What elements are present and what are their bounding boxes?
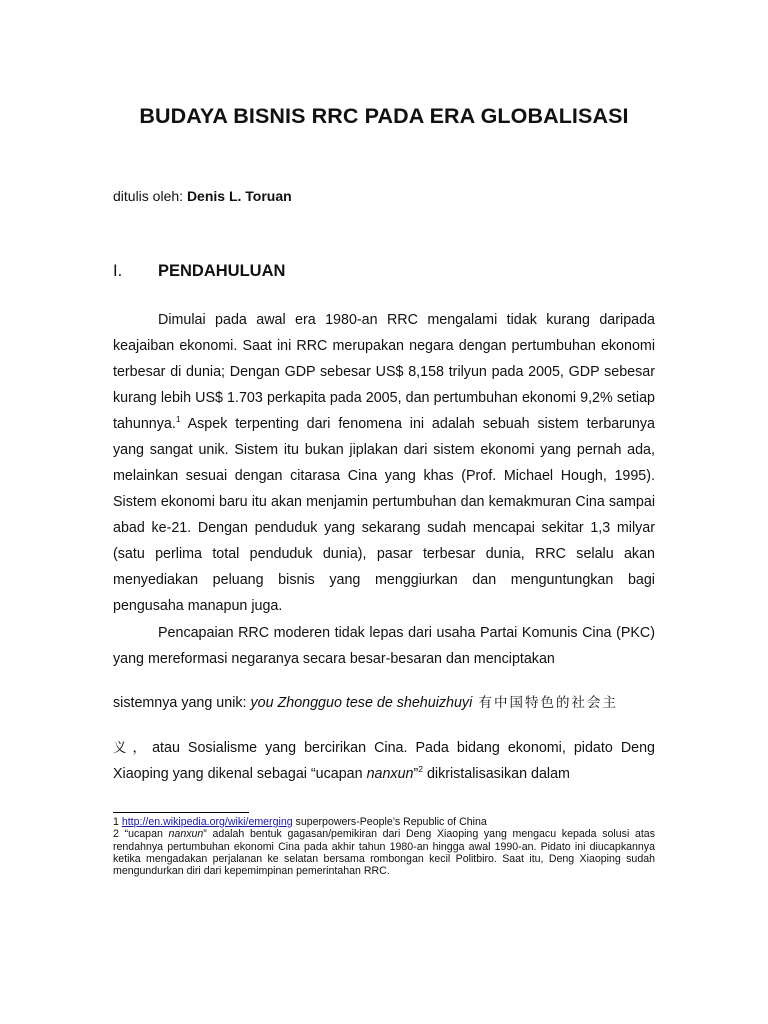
- p2-line: atau Sosialisme yang bercirikan Cina. Pada bidang ekonomi, pidato Deng: [152, 740, 655, 756]
- footnote-1-text: superpowers-People’s Republic of China: [292, 816, 487, 828]
- p1-line: Dimulai pada awal era 1980-an RRC mengalami tidak kurang daripada: [158, 312, 655, 328]
- byline: [113, 188, 292, 204]
- p2-line: Pencapaian RRC moderen tidak lepas dari usaha Partai Komunis Cina: [158, 625, 612, 641]
- footnote-1-link[interactable]: http://en.wikipedia.org/wiki/emerging: [121, 816, 293, 828]
- footnote-1-number: 1: [113, 816, 122, 828]
- footnote-ref-2[interactable]: 2: [418, 764, 423, 775]
- nanxun-term: nanxun: [366, 766, 414, 782]
- paragraph-2: [113, 620, 655, 672]
- byline-label: ditulis oleh:: [113, 188, 184, 204]
- p2-line: dikristalisasikan dalam: [422, 766, 570, 782]
- paragraph-1-text: [113, 307, 655, 619]
- paragraph-2-tail: [113, 735, 655, 787]
- footnote-separator: [113, 812, 249, 813]
- paragraph-2-continued: [113, 690, 655, 716]
- p2-quote: ”: [413, 766, 419, 782]
- p1-line: ekonomi 9,2% setiap tahunnya.: [113, 390, 655, 432]
- footnotes: [113, 816, 655, 877]
- author-name: Denis L. Toruan: [186, 188, 292, 204]
- paragraph-1: [113, 307, 655, 619]
- p1-line: sistem ekonomi yang pernah ada, melainkan sesuai dengan citarasa Cina yang: [113, 442, 655, 484]
- p1-line: menggiurkan dan menguntungkan bagi pengusaha manapun juga.: [113, 572, 655, 614]
- p1-line: GDP sebesar kurang lebih US$ 1.703 perkapita pada 2005, dan pertumbuhan: [113, 364, 655, 406]
- p2-line: (PKC) yang mereformasi negaranya secara besar-besaran dan menciptakan: [113, 625, 655, 667]
- footnote-2-number: 2 “ucapan: [113, 828, 169, 841]
- p2-line: Xiaoping yang dikenal sebagai “ucapan: [113, 766, 367, 782]
- section-number: I.: [113, 262, 123, 280]
- p1-line: sebuah sistem terbarunya yang sangat unik. Sistem itu bukan jiplakan dari: [113, 416, 655, 458]
- paragraph-2-line3: [113, 690, 655, 716]
- paragraph-2-text: [113, 620, 655, 672]
- document-title: BUDAYA BISNIS RRC PADA ERA GLOBALISASI: [139, 104, 629, 128]
- p1-line: dunia), pasar terbesar dunia, RRC selalu akan menyediakan peluang bisnis yang: [113, 546, 655, 588]
- p1-line: ekonomi terbesar di dunia; Dengan GDP sebesar US$ 8,158 trilyun pada 2005,: [113, 338, 655, 380]
- p1-line: yang sekarang sudah mencapai sekitar 1,3 milyar (satu perlima total penduduk: [113, 520, 655, 562]
- section-title: PENDAHULUAN: [158, 262, 286, 280]
- footnote-ref-1[interactable]: 1: [175, 414, 181, 425]
- chinese-phrase: 有中国特色的社会主: [472, 695, 619, 711]
- pinyin-phrase: you Zhongguo tese de shehuizhuyi: [250, 695, 473, 711]
- section-heading: [113, 262, 285, 281]
- footnote-2-text: ” adalah bentuk gagasan/pemikiran dari Deng Xiaoping yang mengacu kepada solusi atas rendahnya pertumbuhan ekonomi Cina pada akhir tahun 1980-an hingga awal 1990-an. Pidato ini diucapkannya ketika mengadakan perjalanan ke selatan bersama rombongan kecil Politbiro. Saat itu, Deng Xiaoping sudah mengundurkan diri dari kepemimpinan pemerintahan RRC.: [113, 828, 655, 878]
- p1-line: Aspek terpenting dari fenomena ini adalah: [180, 416, 475, 432]
- p1-line: khas (Prof. Michael Hough, 1995). Sistem ekonomi baru itu akan menjamin: [113, 468, 655, 510]
- footnote-2-term: nanxun: [168, 828, 204, 841]
- p1-line: pertumbuhan dan kemakmuran Cina sampai abad ke-21. Dengan penduduk: [113, 494, 655, 536]
- footnote-1: [113, 816, 655, 828]
- footnote-2: [113, 828, 655, 877]
- chinese-phrase-end: 义，: [113, 740, 153, 756]
- p1-line: keajaiban ekonomi. Saat ini RRC merupakan negara dengan pertumbuhan: [113, 338, 596, 354]
- p2-line3-text: sistemnya yang unik:: [113, 695, 251, 711]
- paragraph-2-tail-text: [113, 735, 655, 787]
